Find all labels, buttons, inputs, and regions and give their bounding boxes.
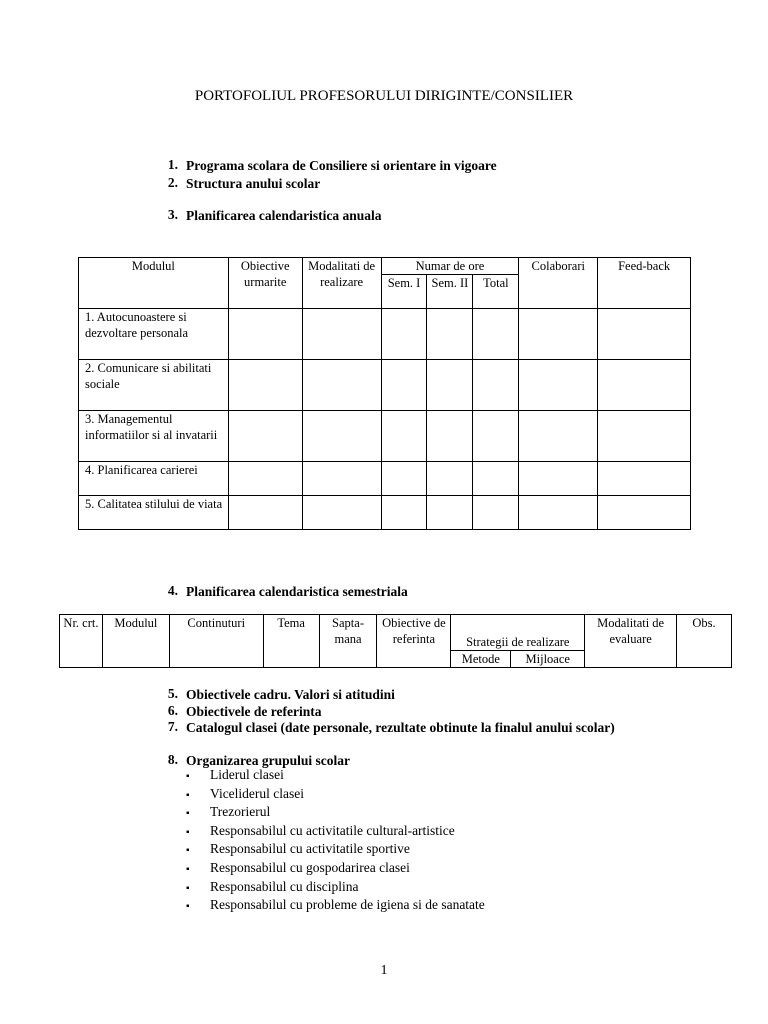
- header-continuturi: Continuturi: [169, 615, 263, 668]
- header-colaborari: Colaborari: [519, 258, 598, 309]
- bullet-icon: ▪: [186, 808, 190, 820]
- list-item: ▪ Responsabilul cu disciplina: [186, 879, 485, 898]
- document-title: PORTOFOLIUL PROFESORULUI DIRIGINTE/CONSILIER: [194, 88, 574, 104]
- header-feedback: Feed-back: [598, 258, 691, 309]
- row-module: 2. Comunicare si abilitati sociale: [79, 360, 229, 411]
- bullet-icon: ▪: [186, 826, 190, 838]
- item-number: 7.: [167, 719, 178, 734]
- list-item: ▪ Liderul clasei: [186, 767, 485, 786]
- header-obiective: Obiective urmarite: [228, 258, 302, 309]
- header-total: Total: [473, 275, 519, 309]
- item-text: Organizarea grupului scolar: [186, 753, 350, 768]
- item-text: Obiectivele cadru. Valori si atitudini: [186, 687, 395, 702]
- header-modulul: Modulul: [102, 615, 169, 668]
- list-item: ▪ Trezorierul: [186, 804, 485, 823]
- item-number: 1.: [167, 157, 178, 172]
- group-roles-list: [186, 767, 485, 916]
- header-metode: Metode: [451, 651, 511, 668]
- page-number: 1: [380, 963, 388, 978]
- header-obs: Obs.: [677, 615, 732, 668]
- list-item: ▪ Responsabilul cu activitatile cultural-artistice: [186, 823, 485, 842]
- header-tema: Tema: [263, 615, 319, 668]
- header-sem1: Sem. I: [381, 275, 427, 309]
- header-obiective: Obiective de referinta: [377, 615, 451, 668]
- semester-planning-table: [59, 614, 732, 668]
- header-sem2: Sem. II: [427, 275, 473, 309]
- bullet-icon: ▪: [186, 789, 190, 801]
- item-number: 4.: [167, 583, 178, 598]
- bullet-icon: ▪: [186, 845, 190, 857]
- header-saptamana: Sapta- mana: [319, 615, 377, 668]
- item-text: Planificarea calendaristica semestriala: [186, 584, 408, 599]
- row-module: 5. Calitatea stilului de viata: [79, 496, 229, 530]
- list-item: ▪ Viceliderul clasei: [186, 786, 485, 805]
- header-mijloace: Mijloace: [511, 651, 585, 668]
- item-text: Catalogul clasei (date personale, rezultate obtinute la finalul anului scolar): [186, 720, 615, 735]
- header-strategii: Strategii de realizare: [451, 615, 585, 651]
- item-text: Programa scolara de Consiliere si orientare in vigoare: [186, 158, 497, 173]
- bullet-icon: ▪: [186, 771, 190, 782]
- header-modulul: Modulul: [79, 258, 229, 309]
- item-text: Obiectivele de referinta: [186, 704, 322, 719]
- header-numar-ore: Numar de ore: [381, 258, 519, 275]
- item-number: 3.: [167, 207, 178, 222]
- header-modalitati: Modalitati de evaluare: [585, 615, 677, 668]
- item-number: 5.: [167, 686, 178, 701]
- row-module: 1. Autocunoastere si dezvoltare personala: [79, 309, 229, 360]
- list-item: ▪ Responsabilul cu gospodarirea clasei: [186, 860, 485, 879]
- bullet-icon: ▪: [186, 901, 190, 913]
- item-number: 6.: [167, 703, 178, 718]
- item-number: 2.: [167, 175, 178, 190]
- item-number: 8.: [167, 752, 178, 767]
- row-module: 3. Managementul informatiilor si al invatarii: [79, 411, 229, 462]
- item-text: Planificarea calendaristica anuala: [186, 208, 382, 223]
- header-nr-crt: Nr. crt.: [60, 615, 103, 668]
- list-item: ▪ Responsabilul cu activitatile sportive: [186, 841, 485, 860]
- bullet-icon: ▪: [186, 863, 190, 875]
- bullet-icon: ▪: [186, 882, 190, 894]
- annual-planning-table: [78, 257, 691, 530]
- header-modalitati: Modalitati de realizare: [302, 258, 381, 309]
- row-module: 4. Planificarea carierei: [79, 462, 229, 496]
- list-item: ▪ Responsabilul cu probleme de igiena si de sanatate: [186, 897, 485, 916]
- item-text: Structura anului scolar: [186, 176, 321, 191]
